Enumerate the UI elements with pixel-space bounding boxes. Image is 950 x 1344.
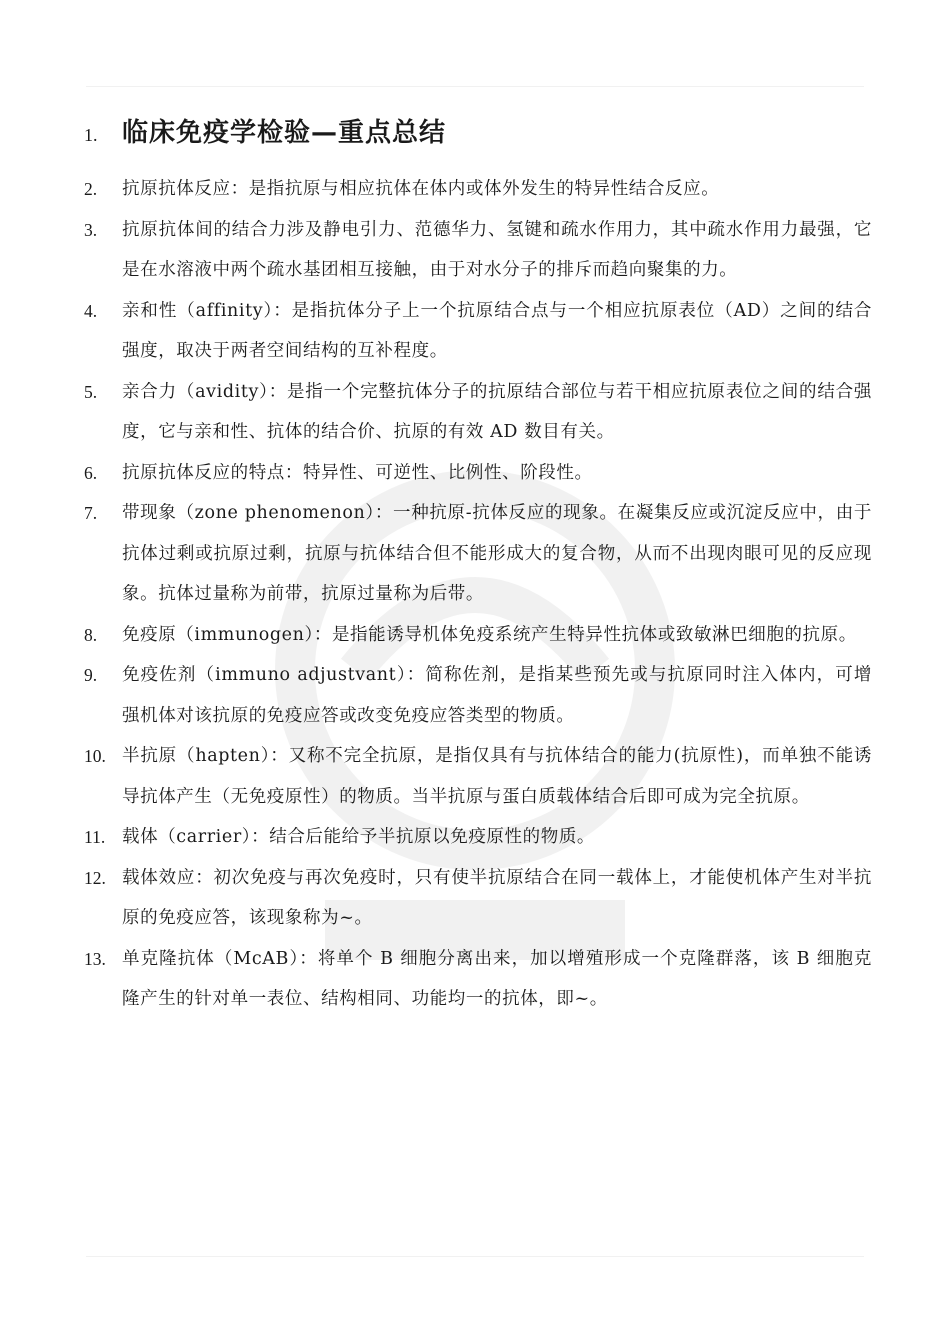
item-text: 抗原抗体反应：是指抗原与相应抗体在体内或体外发生的特异性结合反应。 [122,179,720,199]
item-number: 3. [84,219,98,240]
item-text: 单克隆抗体（McAB）：将单个 B 细胞分离出来，加以增殖形成一个克隆群落，该 B 细胞克隆产生的针对单一表位、结构相同、功能均一的抗体，即~。 [122,948,872,1009]
item-text: 抗原抗体间的结合力涉及静电引力、范德华力、氢键和疏水作用力，其中疏水作用力最强，它是在水溶液中两个疏水基团相互接触，由于对水分子的排斥而趋向聚集的力。 [122,219,872,280]
list-item [82,210,872,291]
item-number: 7. [84,503,98,523]
item-number: 11. [84,827,106,847]
heading-number: 1. [84,125,98,145]
item-text: 免疫佐剂（immuno adjustvant）：简称佐剂，是指某些预先或与抗原同时注入体内，可增强机体对该抗原的免疫应答或改变免疫应答类型的物质。 [122,665,872,726]
item-text: 免疫原（immunogen）：是指能诱导机体免疫系统产生特异性抗体或致敏淋巴细胞的抗原。 [122,624,857,645]
item-text: 半抗原（hapten）：又称不完全抗原，是指仅具有与抗体结合的能力(抗原性)，而单独不能诱导抗体产生（无免疫原性）的物质。当半抗原与蛋白质载体结合后即可成为完全抗原。 [122,746,872,807]
item-number: 13. [84,948,106,969]
list-item [82,736,872,817]
list-item [82,169,872,210]
item-number: 12. [84,867,106,888]
list-item [82,372,872,453]
document-content [82,112,872,1020]
item-text: 载体效应：初次免疫与再次免疫时，只有使半抗原结合在同一载体上，才能使机体产生对半抗原的免疫应答，该现象称为~。 [122,867,872,928]
item-number: 10. [84,746,106,766]
list-item [82,858,872,939]
item-text: 亲和性（affinity）：是指抗体分子上一个抗原结合点与一个相应抗原表位（AD）之间的结合强度，取决于两者空间结构的互补程度。 [122,300,872,361]
item-number: 6. [84,462,98,483]
list-item [82,817,872,858]
item-text: 抗原抗体反应的特点：特异性、可逆性、比例性、阶段性。 [122,462,593,483]
items-list [82,169,872,1020]
item-number: 5. [84,381,98,402]
item-text: 载体（carrier）：结合后能给予半抗原以免疫原性的物质。 [122,827,596,847]
item-number: 8. [84,624,98,645]
header-rule [86,86,864,87]
list-item [82,615,872,656]
list-item [82,493,872,615]
item-text: 亲合力（avidity）：是指一个完整抗体分子的抗原结合部位与若干相应抗原表位之间的结合强度，它与亲和性、抗体的结合价、抗原的有效 AD 数目有关。 [122,381,872,442]
list-item [82,453,872,494]
list-item [82,939,872,1020]
list-item [82,655,872,736]
list-item [82,291,872,372]
page-title: 临床免疫学检验—重点总结 [122,118,447,148]
item-text: 带现象（zone phenomenon）：一种抗原-抗体反应的现象。在凝集反应或沉淀反应中，由于抗体过剩或抗原过剩，抗原与抗体结合但不能形成大的复合物，从而不出现肉眼可见的反应现象。抗体过量称为前带，抗原过量称为后带。 [122,503,872,604]
item-number: 4. [84,300,98,321]
item-number: 9. [84,665,98,685]
footer-rule [86,1256,864,1257]
item-number: 2. [84,179,98,199]
document-heading [82,112,872,162]
